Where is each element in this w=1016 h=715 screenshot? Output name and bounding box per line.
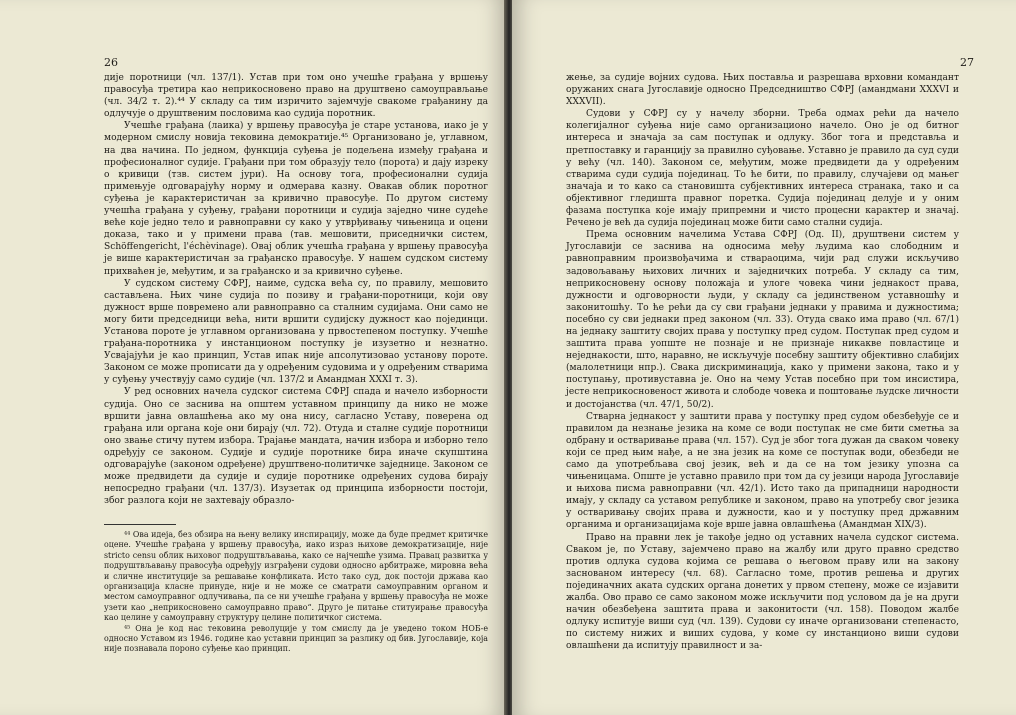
body-text [566,72,959,653]
page-number: 27 [960,56,974,69]
body-text [104,72,488,507]
right-page [512,0,1016,715]
paragraph: Учешће грађана (лаика) у вршењу правосуђа је старе установа, иако је у модерном смислу новија тековина демократије.⁴⁵ Организовано је, углавном, на два начина. По једном, функција суђења је подељена између грађана и професионалног судије. Грађани при том образују тело (порота) и дају изреку о кривици (тзв. систем јури). На основу тога, професионални судија примењује одговарајућу норму и одмерава казну. Овакав облик поротног суђења је карактеристичан за кривично правосуђе. По другом систему учешћа грађана у суђењу, грађани поротници и судија заједно чине судеће веће које једно тело и равноправни су како у утврђивању чињеница и оцени доказа, тако и у примени права (тав. мешовити, приседнички систем, Schöffengericht, l'échèvinage). Овај облик учешћа грађана у вршењу правосуђа је више карактеристичан за грађанско правосуђе. У нашем судском систему прихваћен је, међутим, и за грађанско и за кривично суђење. [104,121,488,277]
footnote: ⁴⁵ Она је код нас тековина револуције у том смислу да је уведено током НОБ-е односно Уставом из 1946. године као уставни принцип за разлику од бив. Југославије, која није познавала пороно суђење као принцип. [104,623,488,654]
page-number: 26 [104,56,118,69]
paragraph: Стварна једнакост у заштити права у поступку пред судом обезбеђује се и правилом да незнање језика на коме се води поступак не сме бити сметња за одбрану и остваривање права (чл. 157). Суд је због тога дужан да сваком човеку који се пред њим нађе, а не зна језик на коме се поступак води, обезбеди не само да употребљава свој језик, већ и да се на том језику упозна са чињеницама. Опште је уставно правило при том да су језици народа Југославије и њихова писма равноправни (чл. 42/1). Исто тако да припадници народности имају, у складу са уставом републике и законом, право на употребу свог језика у остваривању својих права и дужности, као и у поступку пред државним органима и организацијама које врше јавна овлашћења (Амандман XIX/3). [566,411,959,531]
footnote: ⁴⁴ Ова идеја, без обзира на њену велику инспирацију, може да буде предмет критичке оцене. Учешће грађана у вршењу правосуђа, иако израз њихове демократизације, није stricto censu облик њиховог подруштвљавања, како се најчешће узима. Правац развитка у подруштвљавању правосуђа одређују изграђени судови односно арбитраже, мировна већа и сличне институције за решавање конфликата. Исто тако суд, док постоји држава као организација класне принуде, није и не може се сматрати самоуправним органом и местом самоуправног одлучивања, па се ни учешће грађана у вршењу правосуђа не може узети као „неприкосновено самоуправно право“. Друго је питање ституирање правосуђа као целине у самоуправну структуру целине политичког система. [104,530,488,623]
paragraph: Право на правни лек је такође једно од уставних начела судског система. Сваком је, по Уставу, зајемчено право на жалбу или друго правно средство против одлука судова којима се решава о његовом праву или на закону заснованом интересу (чл. 68). Сагласно томе, против решења и других појединачних аката судских органа донетих у првом степену, може се изјавити жалба. Ово право се само законом може искључити под условом да је на други начин обезбеђена заштита права и законитости (чл. 158). Поводом жалбе одлуку испитује виши суд (чл. 139). Судови су иначе организовани степенасто, по систему нижих и виших судова, у коме су инстанционо виши судови овлашћени да испитују правилност и за- [566,532,959,652]
paragraph: Судови у СФРЈ су у начелу зборни. Треба одмах рећи да начело колегијалног суђења није само организационо начело. Оно је од битног интереса и значаја за сам поступак и одлуку. Због тога и представља и претпоставку и гаранцију за правилно суђовање. Уставно је правило да суд суди у већу (чл. 140). Законом се, међутим, може предвидети да у одређеним стварима суди судија појединац. То ће бити, по правилу, случајеви од мањег значаја и то како са становишта субјективних интереса странака, тако и са објективног гледишта правног поретка. Судија појединац делује и у оним фазама поступка које имају припремни и чисто процесни карактер и значај. Речено је већ да судија појединац може бити само стални судија. [566,109,959,229]
paragraph: Према основним начелима Устава СФРЈ (Од. II), друштвени систем у Југославији се заснива на односима међу људима као слободним и равноправним произвођачима и ствараоцима, чији рад служи искључиво задовољавању њихових личних и заједничких потреба. У складу са тим, неприкосновену основу положаја и улоге човека чини једнакост права, дужности и одговорности људи, у складу са јединственом уставношћу и законитошћу. То ће рећи да су сви грађани једнаки у правима и дужностима; посебно су сви једнаки пред законом (чл. 33). Отуда свако има право (чл. 67/1) на једнаку заштиту својих права у поступку пред судом. Поступак пред судом и заштита права уопште не познаје и не признаје никакве повластице и неједнакости, што, наравно, не искључује посебну заштиту објективно слабијих (малолетници нпр.). Свака дискриминација, како у примени закона, тако и у поступању, противуставна је. Оно на чему Устав посебно при том инсистира, јесте неприкосновеност живота и слободе човека и поштовање људске личности и достојанства (чл. 47/1, 50/2). [566,230,959,410]
paragraph: У судском систему СФРЈ, наиме, судска већа су, по правилу, мешовито састављена. Њих чине судија по позиву и грађани-поротници, који ову дужност врше повремено али равноправно са сталним судијама. Они само не могу бити председници већа, нити вршити судијску дужност као појединци. Установа пороте је углавном организована у првостепеном поступку. Учешће грађана-поротника у инстанционом поступку је изузетно и незнатно. Усвајајући је као принцип, Устав ипак није апсолутизовао установу пороте. Законом се може прописати да у одређеним судовима и у одређеним стварима у суђењу учествују само судије (чл. 137/2 и Амандман XXXI т. 3). [104,278,488,386]
left-page [0,0,506,715]
footnote-divider [104,524,176,525]
paragraph: У ред основних начела судског система СФРЈ спада и начело изборности судија. Оно се заснива на општем уставном принципу да нико не може вршити јавна овлашћења ако му она нису, сагласно Уставу, поверена од грађана или органа које они бирају (чл. 72). Отуда и сталне судије поротници оно звање стичу путем избора. Трајање мандата, начин избора и изборно тело одређују се законом. Судије и судије поротнике бира иначе скупштина одговарајуће (законом одређене) друштвено-политичке заједнице. Законом се може предвидети да судије и судије поротнике одређених судова бирају непосредно грађани (чл. 137/3). Изузетак од принципа изборности постоји, због разлога који не захтевају образло- [104,387,488,507]
paragraph: жење, за судије војних судова. Њих поставља и разрешава врховни командант оружаних снага Југославије односно Председништво СФРЈ (амандмани XXXVI и XXXVII). [566,73,959,108]
paragraph: дије поротници (чл. 137/1). Устав при том оно учешће грађана у вршењу правосуђа третира као неприкосновено право на друштвено самоуправљање (чл. 34/2 т. 2).⁴⁴ У складу са тим изричито зајемчује свакоме грађанину да одлучује о друштвеним пословима као судија поротник. [104,73,488,120]
footnotes [104,530,488,655]
